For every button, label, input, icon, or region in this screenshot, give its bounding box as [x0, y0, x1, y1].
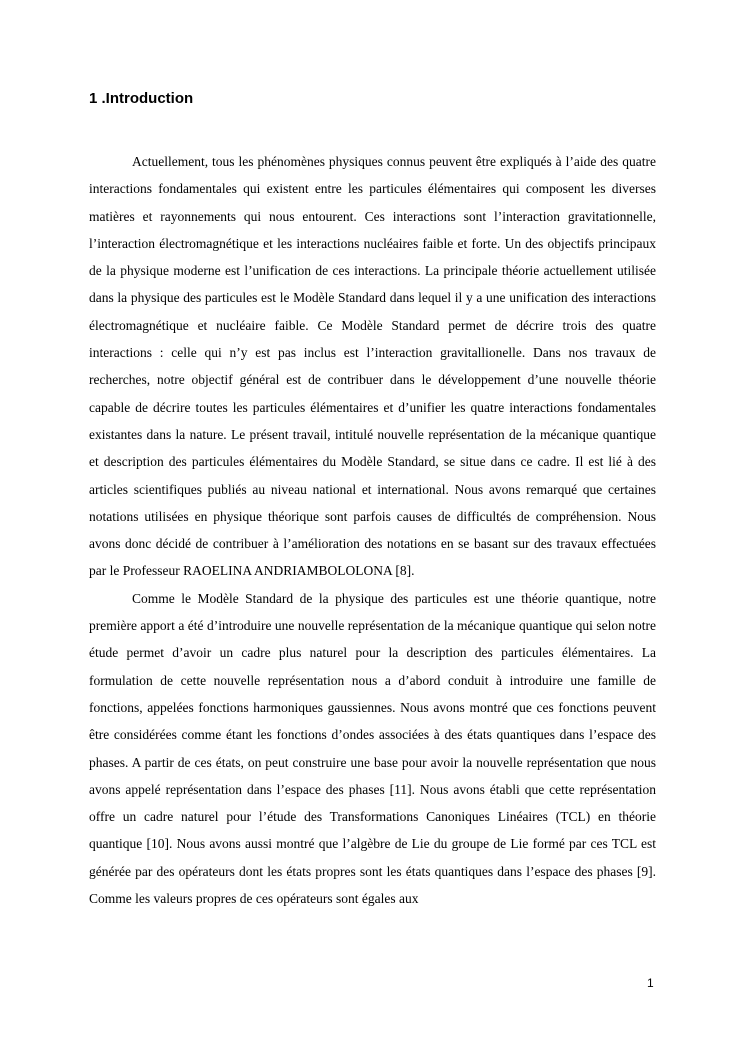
paragraph-2: Comme le Modèle Standard de la physique des particules est une théorie quantique, notre première apport a été d’introduire une nouvelle représentation de la mécanique quantique qui selon notre étude permet d’avoir un cadre plus naturel pour la description des particules élémentaires. La formulation de cette nouvelle représentation nous a d’abord conduit à introduire une famille de fonctions, appelées fonctions harmoniques gaussiennes. Nous avons montré que ces fonctions peuvent être considérées comme étant les fonctions d’ondes associées à des états quantiques dans l’espace des phases. A partir de ces états, on peut construire une base pour avoir la nouvelle représentation que nous avons appelé représentation dans l’espace des phases [11]. Nous avons établi que cette représentation offre un cadre naturel pour l’étude des Transformations Canoniques Linéaires (TCL) en théorie quantique [10]. Nous avons aussi montré que l’algèbre de Lie du groupe de Lie formé par ces TCL est générée par des opérateurs dont les états propres sont les états quantiques dans l’espace des phases [9]. Comme les valeurs propres de ces opérateurs sont égales aux [89, 590, 656, 907]
paragraph-1: Actuellement, tous les phénomènes physiques connus peuvent être expliqués à l’aide des quatre interactions fondamentales qui existent entre les particules élémentaires qui composent les diverses matières et rayonnements qui nous entourent. Ces interactions sont l’interaction gravitationnelle, l’interaction électromagnétique et les interactions nucléaires faible et forte. Un des objectifs principaux de la physique moderne est l’unification de ces interactions. La principale théorie actuellement utilisée dans la physique des particules est le Modèle Standard dans lequel il y a une unification des interactions électromagnétique et nucléaire faible. Ce Modèle Standard permet de décrire trois des quatre interactions : celle qui n’y est pas inclus est l’interaction gravitallionelle. Dans nos travaux de recherches, notre objectif général est de contribuer dans le développement d’une nouvelle théorie capable de décrire toutes les particules élémentaires et d’unifier les quatre interactions fondamentales existantes dans la nature. Le présent travail, intitulé nouvelle représentation de la mécanique quantique et description des particules élémentaires du Modèle Standard, se situe dans ce cadre. Il est lié à des articles scientifiques publiés au niveau national et international. Nous avons remarqué que certaines notations utilisées en physique théorique sont parfois causes de difficultés de compréhension. Nous avons donc décidé de contribuer à l’amélioration des notations en se basant sur des travaux effectuées par le Professeur RAOELINA ANDRIAMBOLOLONA [8]. [89, 154, 656, 579]
page-number: 1 [647, 976, 654, 990]
section-heading: 1 .Introduction [89, 90, 194, 107]
body-text [89, 148, 656, 912]
